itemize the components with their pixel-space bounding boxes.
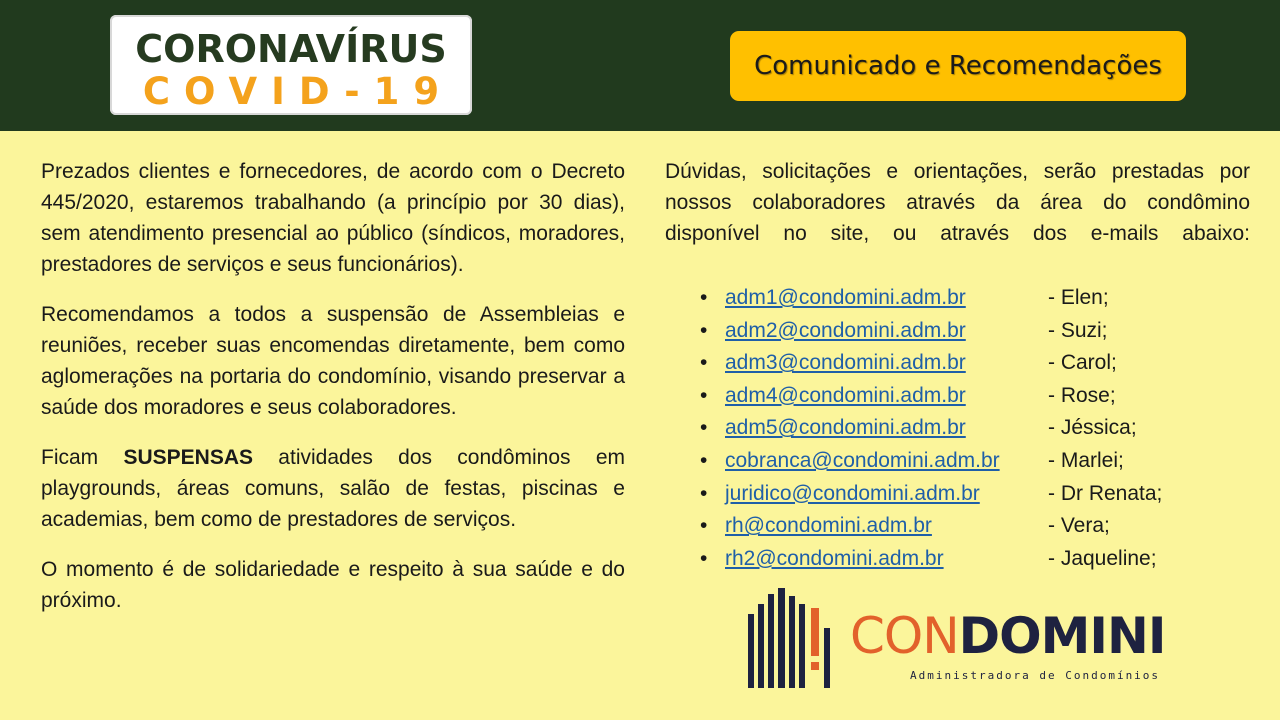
list-item xyxy=(700,315,1240,348)
building-bars-icon xyxy=(748,588,838,688)
right-column xyxy=(665,156,1250,249)
paragraph-suspended xyxy=(41,442,625,535)
contact-name: - Jaqueline; xyxy=(1048,546,1157,570)
email-link[interactable]: juridico@condomini.adm.br xyxy=(725,481,980,505)
page-title: Comunicado e Recomendações xyxy=(754,51,1162,81)
logo-word-con: CON xyxy=(850,607,959,665)
bullet-icon: • xyxy=(700,514,708,538)
paragraph-solidarity: O momento é de solidariedade e respeito à sua saúde e do próximo. xyxy=(41,558,625,612)
bullet-icon: • xyxy=(700,481,708,505)
contact-name: - Vera; xyxy=(1048,514,1110,538)
badge-line-2: COVID-19 xyxy=(142,70,454,113)
list-item xyxy=(700,445,1240,478)
contact-name: - Carol; xyxy=(1048,351,1117,375)
title-pill xyxy=(730,31,1186,101)
suspended-keyword: SUSPENSAS xyxy=(123,446,254,469)
email-link[interactable]: cobranca@condomini.adm.br xyxy=(725,448,1000,472)
list-item xyxy=(700,510,1240,543)
list-item xyxy=(700,380,1240,413)
condomini-logo xyxy=(748,588,1168,688)
email-link[interactable]: adm3@condomini.adm.br xyxy=(725,351,966,375)
contact-name: - Rose; xyxy=(1048,383,1116,407)
suspended-text-before: Ficam xyxy=(41,446,124,469)
contact-name: - Suzi; xyxy=(1048,318,1108,342)
bullet-icon: • xyxy=(700,383,708,407)
logo-tagline: Administradora de Condomínios xyxy=(910,669,1161,682)
email-link[interactable]: adm2@condomini.adm.br xyxy=(725,318,966,342)
bullet-icon: • xyxy=(700,318,708,342)
email-link[interactable]: adm4@condomini.adm.br xyxy=(725,383,966,407)
email-link[interactable]: adm5@condomini.adm.br xyxy=(725,416,966,440)
intro-line-3: disponível no site, ou através dos e-mails abaixo: xyxy=(665,222,1250,245)
logo-wordmark xyxy=(850,608,1166,664)
intro-line-2: nossos colaboradores através da área do condômino xyxy=(665,191,1250,214)
suspended-text-after: atividades dos condôminos em playgrounds, áreas comuns, salão de festas, piscinas e academias, bem como de prestadores de serviços. xyxy=(41,446,626,531)
left-column xyxy=(41,156,625,635)
email-link[interactable]: adm1@condomini.adm.br xyxy=(725,286,966,309)
coronavirus-badge xyxy=(110,15,472,115)
logo-word-domini: DOMINI xyxy=(958,607,1166,665)
email-link[interactable]: rh2@condomini.adm.br xyxy=(725,546,944,570)
contact-name: - Jéssica; xyxy=(1048,416,1137,440)
intro-line-1: Dúvidas, solicitações e orientações, serão prestadas por xyxy=(665,160,1250,183)
email-link[interactable]: rh@condomini.adm.br xyxy=(725,514,932,538)
list-item xyxy=(700,347,1240,380)
contact-name: - Marlei; xyxy=(1048,448,1124,472)
contact-name: - Dr Renata; xyxy=(1048,481,1163,505)
bullet-icon: • xyxy=(700,416,708,440)
header-banner xyxy=(0,0,1280,131)
contact-list xyxy=(700,282,1240,575)
contact-name: - Elen; xyxy=(1048,286,1109,309)
bullet-icon: • xyxy=(700,286,708,309)
list-item xyxy=(700,543,1240,576)
bullet-icon: • xyxy=(700,546,708,570)
paragraph-decree: Prezados clientes e fornecedores, de acordo com o Decreto 445/2020, estaremos trabalhando (a princípio por 30 dias), sem atendimento presencial ao público (síndicos, moradores, prestadores de serviços e seus funcionários). xyxy=(41,160,625,276)
paragraph-recommendations: Recomendamos a todos a suspensão de Assembleias e reuniões, receber suas encomendas diretamente, bem como aglomerações na portaria do condomínio, visando preservar a saúde dos moradores e seus colaboradores. xyxy=(41,303,625,419)
bullet-icon: • xyxy=(700,351,708,375)
bullet-icon: • xyxy=(700,448,708,472)
list-item xyxy=(700,282,1240,315)
badge-line-1: CORONAVÍRUS xyxy=(135,27,447,71)
list-item xyxy=(700,478,1240,511)
list-item xyxy=(700,412,1240,445)
